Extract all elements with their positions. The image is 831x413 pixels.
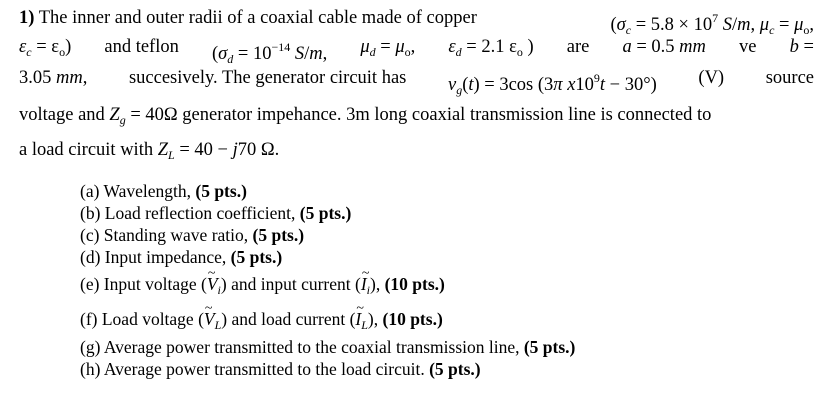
part-g-points: (5 pts.) [523,337,576,357]
ve-word: ve [739,37,757,57]
line5-text: a load circuit with [19,140,154,160]
load-current-subscript: L [361,318,368,332]
part-b-points: (5 pts.) [299,203,352,223]
part-e [80,273,445,301]
copper-parameters: ($\sigma_c = 5.8 \times 10^7$ S/m, $\mu_c = \mu_o$, [610,11,814,37]
part-a-label: (a) Wavelength, [80,181,191,201]
part-e-points: (10 pts.) [384,274,445,294]
part-h-points: (5 pts.) [429,359,481,379]
sigma-c-exponent: 7 [712,11,719,25]
part-g-label: (g) Average power transmitted to the coaxial transmission line, [80,337,520,357]
radius-a: a = 0.5 mm [622,37,706,57]
part-c [80,224,304,246]
part-h [80,358,481,380]
part-a [80,180,247,202]
part-d-label: (d) Input impedance, [80,247,227,267]
part-f-label: (f) Load voltage ( [80,309,204,329]
volts-unit: (V) [698,68,725,88]
part-f [80,308,443,336]
part-a-points: (5 pts.) [195,181,247,201]
problem-number: 1) [19,8,35,28]
part-d-points: (5 pts.) [230,247,283,267]
sigma-d-exponent: −14 [271,40,291,54]
part-c-points: (5 pts.) [252,225,305,245]
part-b [80,202,351,224]
part-f-middle: ) and load current ( [221,309,356,329]
load-voltage-subscript: L [214,318,222,332]
part-e-middle: ) and input current ( [220,274,361,294]
are-word: are [566,37,590,57]
vg-exponent: 9 [593,71,600,85]
load-voltage-symbol: ~ V [204,308,215,330]
part-e-end: ), [370,274,381,294]
input-voltage-subscript: i [217,283,221,297]
part-b-label: (b) Load reflection coefficient, [80,203,296,223]
load-current-symbol: ~ I [355,308,361,330]
part-f-end: ), [367,309,379,329]
radius-b-start: b = [789,37,814,57]
part-h-label: (h) Average power transmitted to the load circuit. [80,359,425,379]
line4-text-b: generator impehance. 3m long coaxial transmission line is connected to [182,105,712,125]
part-d [80,246,282,268]
intro-text: The inner and outer radii of a coaxial cable made of copper [38,8,477,28]
source-word: source [765,68,814,88]
problem-line-4 [19,103,711,132]
part-f-points: (10 pts.) [382,309,443,329]
eps-c: $\varepsilon_c = \varepsilon_o$) [19,37,72,59]
part-e-label: (e) Input voltage ( [80,274,207,294]
problem-line-3 [19,66,814,102]
generator-voltage: $v_g(t) = 3\cos$ (3π $x10^9t - 30^\circ$) [447,71,657,97]
radius-b-value: 3.05 mm, [19,68,88,88]
generator-impedance: $Z_g = 40\Omega$ [109,105,178,127]
part-g [80,336,575,358]
load-impedance: $Z_L = 40 - j70$ Ω. [157,140,280,162]
eps-d: $\varepsilon_d = 2.1$ $\varepsilon_o$ ) [448,37,534,59]
line4-text-a: voltage and [19,105,105,125]
input-current-subscript: i [366,283,370,297]
mu-d: $\mu_d = \mu_o$, [360,37,416,59]
input-voltage-symbol: ~ V [207,273,218,295]
teflon-label: and teflon [104,37,179,57]
line3-text: succesively. The generator circuit has [128,68,407,88]
part-c-label: (c) Standing wave ratio, [80,225,249,245]
problem-line-5 [19,138,279,167]
sigma-d: ($\sigma_d = 10^{-14}$ S/m, [211,40,328,66]
input-current-symbol: ~ I [361,273,367,295]
